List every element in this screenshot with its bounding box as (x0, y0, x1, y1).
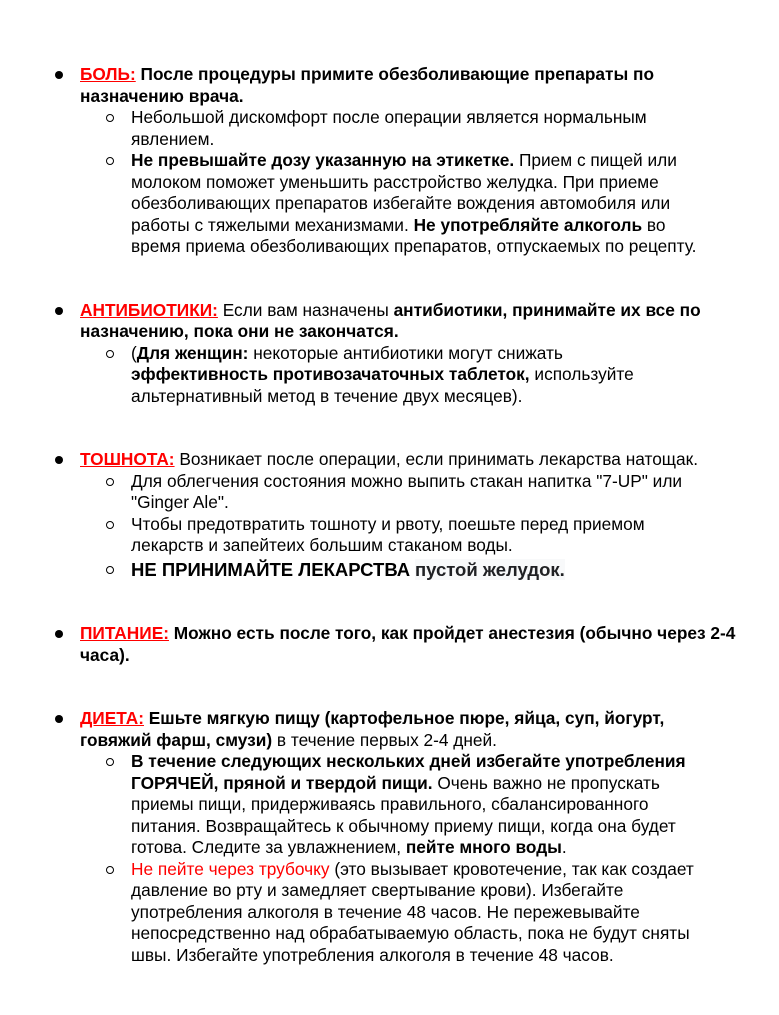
circle-bullet-icon (106, 478, 114, 486)
section-nutrition (0, 623, 779, 666)
sub-item (0, 559, 739, 582)
section-label: АНТИБИОТИКИ: (80, 299, 218, 320)
sub-text: Прием с пищей или молоком поможет уменьшить расстройство желудка. При приеме обезболивающих препаратов избегайте вождения автомобиля или работы с тяжелыми механизмами. (131, 150, 677, 235)
sub-item (0, 514, 739, 557)
sub-text: Небольшой дискомфорт после операции является нормальным явлением. (131, 107, 647, 149)
section-text: Если вам назначены (217, 299, 394, 320)
section-label: БОЛЬ: (80, 64, 136, 84)
section-text: в течение первых 2-4 дней. (272, 729, 497, 750)
section-nausea (0, 449, 779, 581)
sub-bold: Не употребляйте алкоголь (413, 214, 643, 235)
circle-bullet-icon (106, 157, 114, 165)
section-text: После процедуры примите обезболивающие препараты по назначению врача. (80, 64, 655, 106)
sub-bold: Для женщин: (136, 342, 249, 363)
sub-text: некоторые антибиотики могут снижать (248, 342, 563, 363)
section-label: ДИЕТА: (80, 708, 144, 728)
section-label: ТОШНОТА: (80, 449, 175, 469)
sub-text: Чтобы предотвратить тошноту и рвоту, поешьте перед приемом лекарств и запейтеих большим стаканом воды. (131, 513, 645, 555)
sub-item (0, 471, 739, 514)
section-text: Возникает после операции, если принимать лекарства натощак. (174, 449, 698, 469)
sub-item (0, 150, 739, 258)
sub-bold: НЕ ПРИНИМАЙТЕ ЛЕКАРСТВА (131, 558, 411, 580)
sub-item (0, 859, 739, 967)
bullet-icon (55, 71, 63, 79)
sub-text: (это вызывает кровотечение, так как создает давление во рту и замедляет свертывание крови). Избегайте употребления алкоголя в течение 48 часов. Не пережевывайте непосредственно над обрабатываемую область, пока не будут сняты швы. Избегайте употребления алкоголя в течение 48 часов. (131, 858, 694, 965)
section-label: ПИТАНИЕ: (80, 623, 169, 643)
sub-list (0, 343, 739, 408)
sub-list (0, 751, 739, 966)
sub-text: используйте альтернативный метод в течение двух месяцев). (131, 364, 634, 406)
section-antibiotics (0, 300, 779, 408)
sub-text: во время приема обезболивающих препаратов, отпускаемых по рецепту. (131, 214, 697, 256)
sub-list (0, 107, 739, 258)
sub-bold: В течение следующих нескольких дней избегайте употребления ГОРЯЧЕЙ, пряной и твердой пищи. (131, 751, 686, 793)
sub-item (0, 343, 739, 408)
circle-bullet-icon (106, 758, 114, 766)
sub-text: Для облегчения состояния можно выпить стакан напитка "7-UP" или "Ginger Ale". (131, 470, 683, 512)
sub-bold-highlight: пустой желудок. (414, 558, 565, 580)
sub-bold: эффективность противозачаточных таблеток, (131, 364, 530, 384)
sub-bold: Не превышайте дозу указанную на этикетке. (131, 150, 515, 170)
bullet-icon (55, 715, 63, 723)
sub-text: ( (131, 342, 137, 363)
section-diet (0, 708, 779, 966)
section-bold: антибиотики, принимайте их все по назначению, пока они не закончатся. (80, 299, 701, 341)
section-bold: Ешьте мягкую пищу (картофельное пюре, яйца, суп, йогурт, говяжий фарш, смузи) (80, 708, 665, 750)
section-text: Можно есть после того, как пройдет анестезия (обычно через 2-4 часа). (80, 623, 736, 665)
bullet-icon (55, 630, 63, 638)
sub-text: . (561, 837, 567, 857)
bullet-icon (55, 456, 63, 464)
circle-bullet-icon (106, 521, 114, 529)
circle-bullet-icon (106, 350, 114, 358)
sub-red-text: Не пейте через трубочку (131, 858, 330, 879)
circle-bullet-icon (106, 114, 114, 122)
sub-text: Очень важно не пропускать приемы пищи, придерживаясь правильного, сбалансированного питания. Возвращайтесь к обычному приему пищи, когда она будет готова. Следите за увлажнением, (131, 772, 676, 857)
sub-bold: пейте много воды (405, 837, 562, 857)
sub-item (0, 107, 739, 150)
circle-bullet-icon (106, 566, 114, 574)
bullet-icon (55, 307, 63, 315)
sub-list (0, 471, 739, 582)
circle-bullet-icon (106, 866, 114, 874)
sub-item (0, 751, 739, 859)
section-pain (0, 64, 779, 258)
